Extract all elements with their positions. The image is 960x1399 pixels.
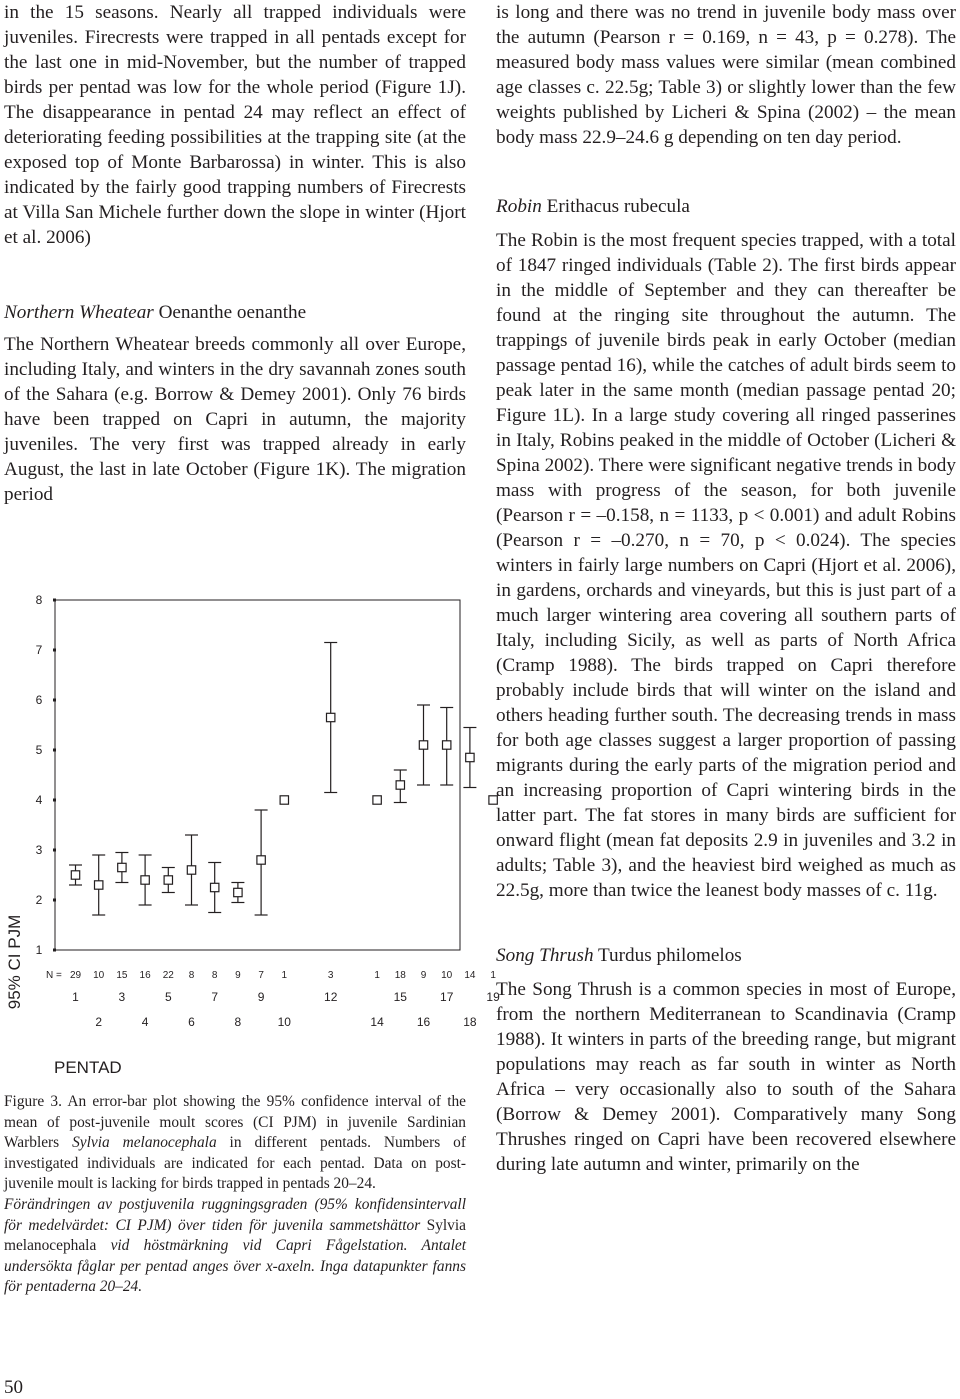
y-tick-mark	[53, 899, 56, 902]
x-axis-labels	[72, 990, 500, 1029]
mean-marker	[373, 796, 381, 804]
mean-marker	[327, 713, 335, 721]
mean-marker	[95, 881, 103, 889]
n-count-label: 9	[420, 970, 427, 981]
n-count-label: 1	[374, 970, 380, 981]
x-tick-label: 5	[164, 990, 172, 1004]
heading-latin-name: Turdus philomelos	[598, 945, 742, 966]
mean-marker	[187, 866, 195, 874]
y-tick-mark	[53, 649, 56, 652]
mean-marker	[118, 863, 126, 871]
caption-sv-species: Sylvia melanocephala	[4, 1216, 466, 1255]
x-tick-label: 3	[118, 990, 126, 1004]
y-tick-label: 7	[35, 643, 43, 657]
x-tick-label: 12	[324, 990, 338, 1004]
n-count-label: 8	[211, 970, 218, 981]
x-tick-label: 16	[416, 1015, 431, 1029]
x-tick-label: 8	[234, 1015, 242, 1029]
page-number: 50	[4, 1377, 23, 1398]
heading-song-thrush	[496, 943, 956, 968]
n-count-label: 8	[188, 970, 195, 981]
mean-marker	[443, 741, 451, 749]
heading-common-name: Song Thrush	[496, 945, 594, 966]
mean-marker	[466, 753, 474, 761]
y-tick-label: 3	[35, 843, 43, 857]
data-points	[69, 643, 497, 916]
heading-common-name: Robin	[496, 196, 542, 217]
n-count-label: 16	[139, 970, 151, 981]
n-prefix: N =	[46, 970, 62, 981]
heading-northern-wheatear	[4, 300, 466, 325]
n-count-label: 3	[327, 970, 334, 981]
x-tick-label: 14	[370, 1015, 384, 1029]
caption-english	[4, 1092, 466, 1195]
y-tick-label: 2	[35, 893, 43, 907]
y-tick-label: 8	[35, 593, 43, 607]
mean-marker	[141, 876, 149, 884]
heading-common-name: Northern Wheatear	[4, 302, 154, 323]
y-axis-ticks	[36, 593, 56, 957]
mean-marker	[396, 781, 404, 789]
mean-marker	[419, 741, 427, 749]
n-count-label: 1	[281, 970, 288, 981]
y-tick-mark	[53, 949, 56, 952]
heading-robin	[496, 194, 956, 219]
n-count-label: 9	[235, 970, 241, 981]
y-tick-label: 4	[35, 793, 43, 807]
x-tick-label: 7	[211, 990, 219, 1004]
x-tick-label: 2	[95, 1015, 103, 1029]
right-column	[496, 0, 956, 1177]
mean-marker	[257, 856, 265, 864]
n-count-label: 15	[116, 970, 128, 981]
plot-frame	[55, 600, 460, 950]
y-tick-mark	[53, 699, 56, 702]
error-bar-chart	[0, 570, 500, 1085]
x-tick-label: 15	[393, 990, 407, 1004]
y-tick-mark	[53, 599, 56, 602]
paragraph-continued: is long and there was no trend in juvenile body mass over the autumn (Pearson r = 0.169, n = 43, p = 0.278). The measured body mass values were similar (mean combined age classes c. 22.5g; Table 3) or slightly lower than the few weights published by Licheri & Spina (2002) – the mean body mass 22.9–24.6 g depending on ten day period.	[496, 2, 956, 148]
y-tick-mark	[53, 799, 56, 802]
heading-latin-name: Oenanthe oenanthe	[158, 302, 307, 323]
y-tick-label: 5	[35, 743, 43, 757]
x-tick-label: 19	[486, 990, 500, 1004]
n-count-label: 22	[162, 970, 174, 981]
y-tick-label: 6	[35, 693, 43, 707]
caption-sv-text: Förändringen av postjuvenila ruggningsgraden (95% konfidensintervall för medelvärdet: CI PJM) över tiden för juvenila sammetshättor	[4, 1195, 466, 1234]
x-axis-label: PENTAD	[54, 1058, 122, 1077]
n-count-label: 10	[441, 970, 453, 981]
n-count-label: 7	[258, 970, 264, 981]
mean-marker	[280, 796, 288, 804]
caption-en-text: Figure 3. An error-bar plot showing the 95% confidence interval of the mean of post-juvenile moult scores (CI PJM) in juvenile Sardinian Warblers	[4, 1093, 466, 1152]
paragraph-robin: The Robin is the most frequent species trapped, with a total of 1847 ringed individuals (Table 2). The first birds appear in the middle of September and they can thereafter be found at the ringing site throughout the autumn. The trappings of juvenile birds peak in early October (median passage pentad 16), while the catches of adult birds seem to peak later in the same month (median passage pentad 20; Figure 1L). In a large study covering all ringed passerines in Italy, Robins peaked in the middle of October (Licheri & Spina 2002). There were significant negative trends in body mass with progress of the season, for both juvenile (Pearson r = –0.158, n = 1133, p < 0.001) and adult Robins (Pearson r = –0.270, n = 70, p < 0.024). The species winters in fairly large numbers on Capri (Hjort et al. 2006), in gardens, orchards and vineyards, but this is just part of a much larger wintering area covering all southern parts of Italy, including Sicily, as well as parts of North Africa (Cramp 1988). The birds trapped on Capri therefore probably include birds that will winter on the island and others heading further south. The decreasing trends in mass for both age classes suggest a larger proportion of passing migrants during the early parts of the migration period and an increasing proportion of Capri wintering birds in the latter part. The fat stores in many birds are sufficient for onward flight (mean fat deposits 2.9 in juveniles and 3.2 in adults; Table 3), and the heaviest bird weighed as much as 22.5g, more than twice the leanest body masses of c. 11g.	[496, 230, 956, 901]
caption-sv-rest: vid höstmärkning vid Capri Fågelstation. Antalet undersökta fåglar per pentad anges över x-axeln. Inga datapunkter fanns för pentaderna 20–24.	[4, 1237, 466, 1296]
caption-en-species: Sylvia melanocephala	[72, 1134, 217, 1152]
mean-marker	[211, 883, 219, 891]
n-count-label: 29	[69, 970, 82, 981]
y-tick-mark	[53, 849, 56, 852]
y-axis-label: 95% CI PJM	[5, 914, 24, 1010]
y-tick-label: 1	[35, 943, 43, 957]
n-counts	[70, 970, 496, 981]
mean-marker	[71, 871, 79, 879]
figure-caption	[4, 1092, 466, 1298]
mean-marker	[164, 876, 172, 884]
left-column	[4, 0, 466, 507]
mean-marker	[234, 888, 242, 896]
paragraph-northern-wheatear: The Northern Wheatear breeds commonly all over Europe, including Italy, and winters in the dry savannah zones south of the Sahara (e.g. Borrow & Demey 2001). Only 76 birds have been trapped on Capri in autumn, the majority juveniles. The very first was trapped already in early August, the last in late October (Figure 1K). The migration period	[4, 334, 466, 505]
n-count-label: 14	[464, 970, 476, 981]
caption-en-rest: in different pentads. Numbers of investigated individuals are indicated for each pentad. Data on post-juvenile moult is lacking for birds trapped in pentads 20–24.	[4, 1134, 466, 1193]
heading-latin-name: Erithacus rubecula	[546, 196, 690, 217]
x-tick-label: 6	[188, 1015, 195, 1029]
paragraph-song-thrush: The Song Thrush is a common species in most of Europe, from the northern Mediterranean to Scandinavia (Cramp 1988). It winters in parts of the breeding range, but migrant populations may reach as far south in winter as North Africa – very occasionally also to south of the Sahara (Borrow & Demey 2001). Comparatively many Song Thrushes ringed on Capri have been recovered elsewhere during late autumn and winter, primarily on the	[496, 979, 956, 1175]
x-tick-label: 1	[72, 990, 79, 1004]
x-tick-label: 4	[141, 1015, 149, 1029]
x-tick-label: 17	[440, 990, 454, 1004]
x-tick-label: 9	[257, 990, 265, 1004]
x-tick-label: 10	[277, 1015, 291, 1029]
x-tick-label: 18	[463, 1015, 477, 1029]
n-count-label: 10	[93, 970, 105, 981]
y-tick-mark	[53, 749, 56, 752]
n-count-label: 18	[394, 970, 406, 981]
caption-swedish	[4, 1195, 466, 1298]
paragraph-firecrest-continued: in the 15 seasons. Nearly all trapped individuals were juveniles. Firecrests were trapped in all pentads except for the last one in mid-November, but the number of trapped birds per pentad was low for the whole period (Figure 1J). The disappearance in pentad 24 may reflect an effect of deteriorating feeding possibilities at the trapping site (at the exposed top of Monte Barbarossa) in winter. This is also indicated by the fairly good trapping numbers of Firecrests at Villa San Michele further down the slope in winter (Hjort et al. 2006)	[4, 2, 466, 248]
n-count-label: 1	[490, 970, 496, 981]
plot-border	[55, 600, 460, 950]
